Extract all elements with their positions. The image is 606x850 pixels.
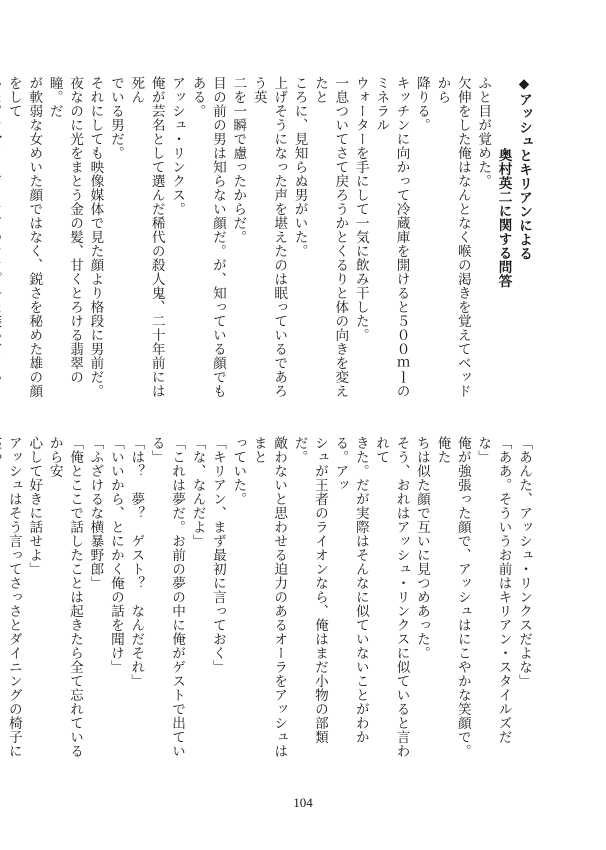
upper-text-block xyxy=(5,76,534,398)
text-line: ウォーターを手にして一気に飲み干した。 xyxy=(352,76,369,342)
text-line: アッシュはそう言ってさっさとダイニングの椅子に xyxy=(5,436,22,758)
text-line: 夜なのに光をまとう金の髪、甘くとろける翡翠の瞳。だ xyxy=(46,76,84,384)
text-line: 「は？ 夢？ ゲスト？ なんだそれ」 xyxy=(128,436,145,688)
text-line: 俺が強張った顔で、アッシュはにこやかな笑顔で。俺た xyxy=(434,436,471,758)
text-line: 俺が芸名として選んだ稀代の殺人鬼、二十年前には死ん xyxy=(128,76,165,398)
text-line: が軟弱な女めいた顔ではなく、鋭さを秘めた雄の顔をして xyxy=(5,76,43,398)
text-line: ちは似た顔で互いに見つめあった。 xyxy=(413,436,430,660)
text-line: 「あんた、アッシュ・リンクスだよな」 xyxy=(516,436,532,688)
text-line: 降りる。 xyxy=(413,76,430,132)
page-number: 104 xyxy=(293,795,313,810)
text-line: そう、おれはアッシュ・リンクスに似ていると言われて xyxy=(373,436,410,758)
text-line: 上げそうになった声を堪えたのは眠っているであろう英 xyxy=(250,76,288,398)
text-line: 目の前の男は知らない顔だ。が、知っている顔でもある。 xyxy=(189,76,226,398)
text-line: 「いいから、とにかく俺の話を聞け」 xyxy=(107,436,124,674)
text-line: 「ふざけるな横暴野郎」 xyxy=(87,436,104,590)
chapter-heading xyxy=(493,76,534,470)
text-line: ころに、見知らぬ男がいた。 xyxy=(291,76,308,258)
text-line: 「俺とここで話したことは起きたら全て忘れているから安 xyxy=(46,436,84,758)
text-line: 二を一瞬で慮ったからだ。 xyxy=(230,76,247,244)
text-line: 一息ついてさて戻ろうかとくるりと体の向きを変えたと xyxy=(311,76,349,398)
lower-text-block xyxy=(5,436,534,758)
text-line: っていた。 xyxy=(230,436,247,506)
text-line: キッチンに向かって冷蔵庫を開けると５００ｍｌのミネラル xyxy=(373,76,410,398)
chapter-title: ◆アッシュとキリアンによる xyxy=(516,76,532,261)
text-line: でいる男だ。 xyxy=(107,76,124,160)
text-line: 敵わないと思わせる迫力のあるオーラをアッシュはまと xyxy=(250,436,288,758)
chapter-subtitle: 奥村英二に関する問答 xyxy=(495,148,512,288)
text-line: シュが王者のライオンなら、俺はまだ小物の部類だ。 xyxy=(291,436,328,744)
text-line: 「これは夢だ。お前の夢の中に俺がゲストで出ている」 xyxy=(148,436,186,758)
text-line: ふと目が覚めた。 xyxy=(475,76,492,188)
text-line: きた。だが実際はそんなに似ていないことがわかる。アッ xyxy=(332,436,369,744)
text-line: アッシュ・リンクス。 xyxy=(169,76,186,216)
text-line: 「ああ。そういうお前はキリアン・スタイルズだな」 xyxy=(475,436,512,744)
text-line: それにしても映像媒体で見た顔より格段に男前だ。 xyxy=(87,76,104,398)
text-line: 欠伸をした俺はなんとなく喉の渇きを覚えてベッドから xyxy=(434,76,471,398)
text-line: 「な、なんだよ」 xyxy=(189,436,206,548)
text-line: 心して好きに話せよ」 xyxy=(26,436,43,576)
text-line: 「キリアン、まず最初に言っておく」 xyxy=(209,436,226,674)
